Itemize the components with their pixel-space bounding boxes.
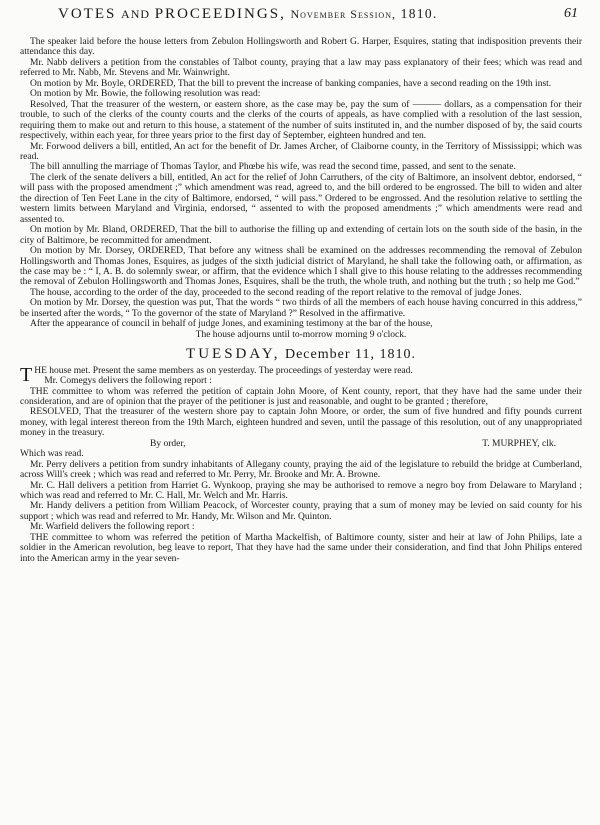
- title-year: 1810.: [400, 6, 438, 21]
- by-order: By order,: [150, 438, 186, 449]
- day-heading: [20, 346, 582, 363]
- paragraph: On motion by Mr. Dorsey, the question was put, That the words “ two thirds of all the members of each house having concurred in this address,” be inserted after the words, “ To the governor of the state of Maryland ?” Resolved in the affirmative.: [20, 298, 582, 319]
- paragraph: Mr. Forwood delivers a bill, entitled, An act for the benefit of Dr. James Archer, of Claiborne county, in the Territory of Mississippi; which was read.: [20, 141, 582, 162]
- drop-cap: T: [20, 363, 33, 386]
- paragraph: The bill annulling the marriage of Thomas Taylor, and Phœbe his wife, was read the second time, passed, and sent to the senate.: [30, 162, 516, 173]
- paragraph: Mr. Nabb delivers a petition from the constables of Talbot county, praying that a law may pass explanatory of their fees; which was read and referred to Mr. Nabb, Mr. Stevens and Mr. Wainwright.: [20, 57, 582, 79]
- opening-text: HE house met. Present the same members as on yesterday. The proceedings of yesterday were read.: [34, 365, 413, 376]
- title-proceedings: PROCEEDINGS,: [154, 6, 286, 22]
- paragraph: Mr. Warfield delivers the following report :: [30, 522, 195, 533]
- paragraph: Resolved, That the treasurer of the western, or eastern shore, as the case may be, pay the sum of ——— dollars, as a compensation for their trouble, to such of the clerks of the county courts and the clerks of the courts of appeals, as have complied with a resolution of the last session, requiring them to make out and return to this house, a statement of the number of suits instituted in, and the number disposed of by, the said courts respectively, within each year, for three years prior to the first day of September, eighteen hundred and ten.: [20, 99, 582, 142]
- paragraph: After the appearance of council in behalf of judge Jones, and examining testimony at the bar of the house,: [30, 319, 433, 330]
- paragraph: The house, according to the order of the day, proceeded to the second reading of the report relative to the removal of judge Jones.: [30, 287, 522, 298]
- paragraph: On motion by Mr. Bland, ORDERED, That the bill to authorise the filling up and extending of certain lots on the south side of the basin, in the city of Baltimore, be recommitted for amendment.: [20, 225, 582, 246]
- paragraph: Mr. Perry delivers a petition from sundry inhabitants of Allegany county, praying the aid of the legislature to rebuild the bridge at Cumberland, across Will's creek ; which was read and referred to Mr. Perry, Mr. Brooke and Mr. A. Browne.: [20, 459, 582, 481]
- day-heading-weekday: TUESDAY,: [186, 346, 281, 363]
- paragraph: On motion by Mr. Boyle, ORDERED, That the bill to prevent the increase of banking companies, have a second reading on the 19th inst.: [30, 78, 552, 89]
- day-heading-date: December 11, 1810.: [284, 347, 416, 363]
- document-body: [20, 37, 582, 564]
- running-header: [0, 0, 600, 34]
- paragraph: RESOLVED, That the treasurer of the western shore pay to captain John Moore, or order, the sum of five hundred and fifty pounds current money, with legal interest thereon from the 19th March, eighteen hundred and seven, until the passage of this resolution, out of any unappropriated money in the treasury.: [20, 407, 582, 439]
- signature-line: [20, 439, 582, 449]
- paragraph: On motion by Mr. Dorsey, ORDERED, That before any witness shall be examined on the addresses recommending the removal of Zebulon Hollingsworth and Thomas Jones, Esquires, as judges of the sixth judicial district of Maryland, he shall take the following oath, or affirmation, as the case may be : “ I, A. B. do solemnly swear, or affirm, that the evidence which I shall give to this house relating to the addresses recommending the removal of Zebulon Hollingsworth and Thomas Jones, Esquires, shall be the truth, the whole truth, and nothing but the truth ; so help me God.”: [20, 246, 582, 288]
- paragraph: The clerk of the senate delivers a bill, entitled, An act for the relief of John Carruthers, of the city of Baltimore, an insolvent debtor, endorsed, “ will pass with the proposed amendment ;” which amendment was read, agreed to, and the bill ordered to be engrossed. The bill to widen and alter the direction of Ten Feet Lane in the city of Baltimore, endorsed, “ will pass.” Ordered to be engrossed. And the resolution relative to settling the western limits between Maryland and Virginia, endorsed, “ assented to with the proposed amendments ;” which amendments were read and assented to.: [20, 172, 582, 225]
- title-session: November Session,: [290, 7, 396, 21]
- paragraph: Which was read.: [20, 449, 84, 460]
- paragraph: THE committee to whom was referred the petition of Martha Mackelfish, of Baltimore county, sister and heir at law of John Philips, late a soldier in the American revolution, beg leave to report, That they have had the same under their consideration, and find that John Philips entered into the American army in the year seven-: [20, 532, 582, 564]
- adjournment-line: The house adjourns until to-morrow morning 9 o'clock.: [195, 329, 407, 340]
- paragraph: THE committee to whom was referred the petition of captain John Moore, of Kent county, report, that they have had the same under their consideration, and are of opinion that the prayer of the petitioner is just and reasonable, and ought to be granted ; therefore,: [20, 386, 582, 407]
- paragraph: Mr. C. Hall delivers a petition from Harriet G. Wynkoop, praying she may be authorised to remove a negro boy from Delaware to Maryland ; which was read and referred to Mr. C. Hall, Mr. Welch and Mr. Harris.: [20, 480, 582, 502]
- running-title: [58, 6, 438, 23]
- paragraph: Mr. Comegys delivers the following report :: [44, 376, 212, 387]
- paragraph: On motion by Mr. Bowie, the following resolution was read:: [30, 89, 261, 100]
- title-and: AND: [121, 7, 151, 21]
- page-number: 61: [564, 6, 578, 21]
- paragraph: Mr. Handy delivers a petition from William Peacock, of Worcester county, praying that a sum of money may be levied on said county for his support ; which was read and referred to Mr. Handy, Mr. Wilson and Mr. Quinton.: [20, 501, 582, 522]
- clerk-signature: T. MURPHEY, clk.: [482, 438, 556, 449]
- title-votes: VOTES: [58, 6, 117, 22]
- paragraph: The speaker laid before the house letters from Zebulon Hollingsworth and Robert G. Harper, Esquires, stating that indisposition prevents their attendance this day.: [20, 37, 582, 58]
